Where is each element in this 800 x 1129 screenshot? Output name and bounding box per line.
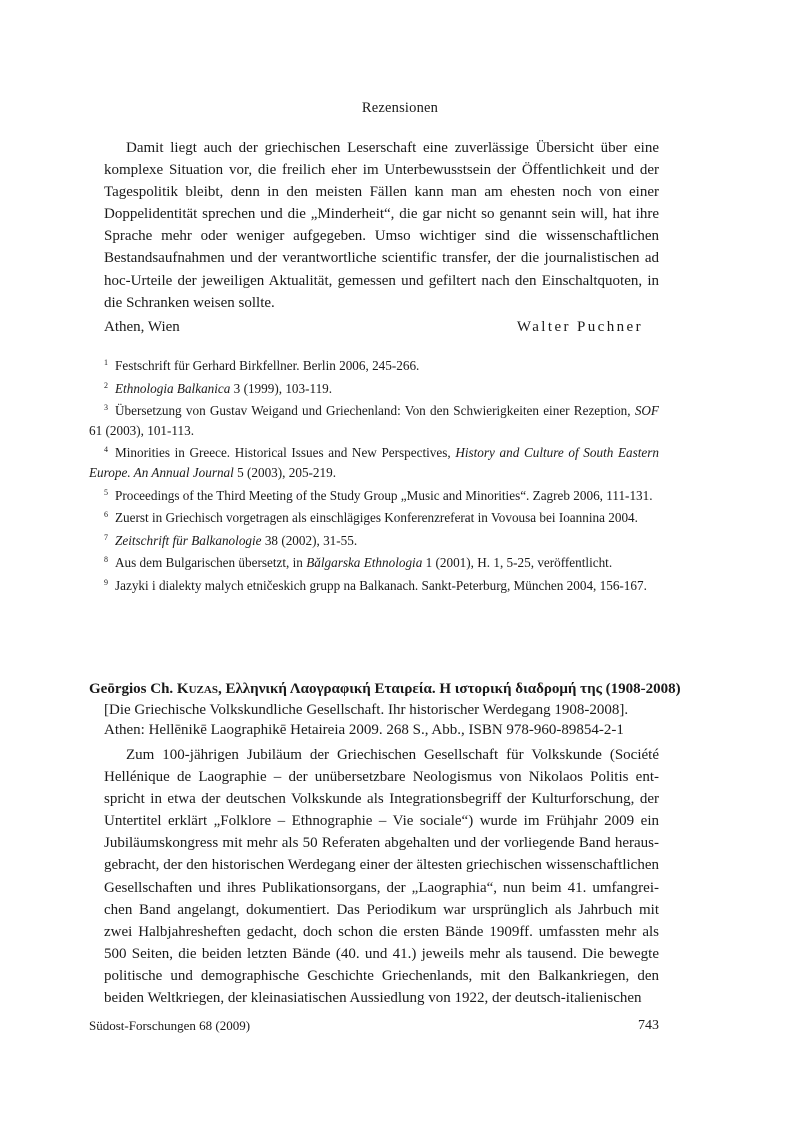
- footnotes-list: [89, 353, 659, 596]
- footnote: [89, 573, 659, 596]
- body-paragraph-review: Zum 100-jährigen Jubiläum der Griechischen Gesellschaft für Volkskunde (Société Hellénique de Laographie – der unübersetzbare Neologismus von Nikolaos Politis entspricht in etwa der deutschen Volkskunde als Integrationsbegriff der Kulturforschung, der Untertitel erklärt „Folklore – Ethnographie – Vie sociale“) wurde im Frühjahr 2009 ein Jubiläumskongress mit mehr als 50 Referaten abgehalten und der vorliegende Band herausgebracht, der den historischen Werdegang einer der ältesten griechischen wissenschaftlichen Gesellschaften und ihres Publikationsorgans, der „Laographia“, nun beim 41. umfangreichen Band angelangt, dokumentiert. Das Periodikum war ursprünglich als Jahrbuch mit zwei Halbjahresheften gedacht, doch schon die ersten Bände 1909ff. umfassten mehr als 500 Seiten, die beiden letzten Bände (40. und 41.) jeweils mehr als tausend. Die bewegte politische und demographische Geschichte Griechenlands, mit den Balkankriegen, den beiden Weltkriegen, der kleinasiatischen Aussiedlung von 1922, der deutsch-italienischen: [104, 747, 659, 1007]
- signature-place: Athen, Wien: [104, 319, 180, 335]
- footnote-text: Ethnologia Balkanica: [115, 380, 231, 396]
- review-subtitle: [Die Griechische Volkskundliche Gesellschaft. Ihr historischer Werdegang 1908-2008].: [104, 701, 629, 718]
- footnote: [89, 353, 659, 376]
- review-author-first: Geōrgios Ch.: [89, 681, 177, 697]
- review-author-last: Kuzas: [176, 681, 218, 697]
- footnote: [89, 376, 659, 399]
- footnote: [89, 440, 659, 482]
- footnote: [89, 483, 659, 506]
- review-publication-info: Athen: Hellēnikē Laographikē Hetaireia 2009. 268 S., Abb., ISBN 978-960-89854-2-1: [104, 722, 624, 739]
- footnote-text: Festschrift für Gerhard Birkfellner. Berlin 2006, 245-266.: [115, 358, 420, 373]
- footnote-text: Proceedings of the Third Meeting of the Study Group „Music and Minorities“. Zagreb 2006, 111-131.: [115, 487, 653, 503]
- footnote-text: 5 (2003), 205-219.: [233, 464, 337, 480]
- page-number: 743: [638, 1018, 659, 1033]
- footnote-text: Zuerst in Griechisch vorgetragen als einschlägiges Konferenzreferat in Vovousa bei Ioannina 2004.: [115, 510, 638, 526]
- footnote-number: 1: [104, 358, 108, 367]
- footnote-text: Jazyki i dialekty malych etničeskich grupp na Balkanach. Sankt-Peterburg, München 2004, 156-167.: [115, 577, 647, 593]
- running-head: Rezensionen: [361, 100, 439, 116]
- footnote-text: 38 (2002), 31-55.: [261, 532, 358, 548]
- footnote-text: 61 (2003), 101-113.: [89, 422, 194, 438]
- footnote-number: 6: [104, 510, 108, 520]
- footnote-text: Bălgarska Ethnologia: [306, 555, 423, 571]
- footnote-text: Minorities in Greece. Historical Issues and New Perspectives,: [115, 445, 456, 461]
- footnote-text: Aus dem Bulgarischen übersetzt, in: [115, 555, 307, 571]
- footnote-text: SOF: [634, 403, 659, 419]
- review-book-title: , Ελληνική Λαογραφική Εταιρεία. Η ιστορική διαδρομή της (1908-2008): [217, 681, 681, 697]
- footnote-text: Übersetzung von Gustav Weigand und Griechenland: Von den Schwierigkeiten einer Rezeption,: [115, 403, 635, 419]
- footnote: [89, 550, 659, 573]
- footnote-text: Zeitschrift für Balkanologie: [115, 532, 262, 548]
- footnote-number: 8: [104, 555, 108, 565]
- footnote-text: 1 (2001), H. 1, 5-25, veröffentlicht.: [422, 555, 613, 571]
- footnote-text: 3 (1999), 103-119.: [230, 380, 333, 396]
- body-paragraph-conclusion: Damit liegt auch der griechischen Leserschaft eine zuverlässige Übersicht über eine komplexe Situation vor, die freilich eher im Unterbewusstsein der Öffentlichkeit und der Tagespolitik bleibt, denn in den meisten Fällen kann man am ehesten noch von einer Doppelidentität sprechen und die „Minderheit“, die gar nicht so genannt sein will, hat ihre Sprache mehr oder weniger aufgegeben. Umso wichtiger sind die wissenschaftlichen Bestandsaufnahmen und der verantwortliche scientific transfer, der die journalistischen ad hoc-Urteile der jeweiligen Aktualität, gemessen und gefiltert nach den Einschaltquoten, in die Schranken weisen sollte.: [104, 140, 659, 311]
- footnote: [89, 528, 659, 551]
- footnote-number: 9: [104, 577, 108, 587]
- footnote-text: History and Culture of South Eastern Europe. An Annual Journal: [89, 445, 659, 480]
- footnote: [89, 505, 659, 528]
- footnote-number: 2: [104, 380, 108, 390]
- footnote-number: 5: [104, 487, 108, 497]
- signature-author: Walter Puchner: [516, 319, 643, 335]
- journal-citation: Südost-Forschungen 68 (2009): [89, 1018, 251, 1033]
- footnote-number: 7: [104, 532, 108, 542]
- review-title-line: [89, 679, 681, 700]
- footnote: [89, 398, 659, 440]
- footnote-number: 4: [104, 445, 108, 455]
- review-header: [89, 679, 681, 741]
- footnote-number: 3: [104, 403, 108, 413]
